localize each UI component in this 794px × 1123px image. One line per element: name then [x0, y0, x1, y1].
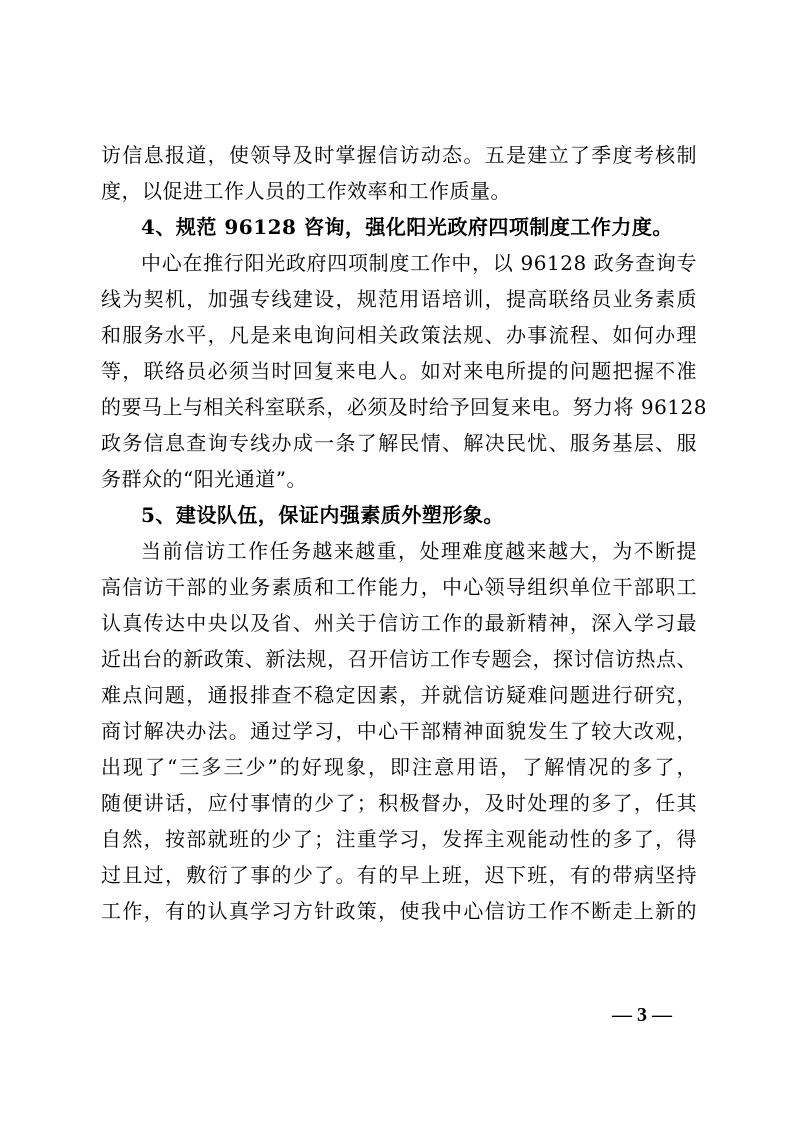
- body-text-line: 度，以促进工作人员的工作效率和工作质量。: [101, 179, 511, 203]
- body-text-line: 中心在推行阳光政府四项制度工作中，以 96128 政务查询专: [141, 251, 697, 275]
- body-text-line: 务群众的“阳光通道”。: [101, 467, 307, 491]
- body-text-line: 的要马上与相关科室联系，必须及时给予回复来电。努力将 96128: [101, 395, 707, 419]
- body-text-line: 访信息报道，使领导及时掌握信访动态。五是建立了季度考核制: [101, 143, 697, 167]
- body-text-line: 线为契机，加强专线建设，规范用语培训，提高联络员业务素质: [101, 287, 697, 311]
- body-text-line: 难点问题，通报排查不稳定因素，并就信访疑难问题进行研究，: [101, 683, 697, 707]
- body-text-line: 出现了“三多三少”的好现象，即注意用语，了解情况的多了，: [101, 755, 697, 779]
- body-text-line: 自然，按部就班的少了；注重学习，发挥主观能动性的多了，得: [101, 827, 697, 851]
- body-text-line: 当前信访工作任务越来越重，处理难度越来越大，为不断提: [141, 539, 697, 563]
- section-heading-5: 5、建设队伍，保证内强素质外塑形象。: [141, 503, 504, 527]
- body-text-line: 政务信息查询专线办成一条了解民情、解决民忧、服务基层、服: [101, 431, 697, 455]
- section-heading-4: 4、规范 96128 咨询，强化阳光政府四项制度工作力度。: [141, 215, 673, 239]
- page-number: — 3 —: [612, 1004, 672, 1026]
- body-text-line: 过且过，敷衍了事的少了。有的早上班，迟下班，有的带病坚持: [101, 863, 697, 887]
- body-text-line: 等，联络员必须当时回复来电人。如对来电所提的问题把握不准: [101, 359, 697, 383]
- body-text-line: 随便讲话，应付事情的少了；积极督办，及时处理的多了，任其: [101, 791, 697, 815]
- body-text-line: 和服务水平，凡是来电询问相关政策法规、办事流程、如何办理: [101, 323, 697, 347]
- body-text-line: 高信访干部的业务素质和工作能力，中心领导组织单位干部职工: [101, 575, 697, 599]
- body-text-line: 工作，有的认真学习方针政策，使我中心信访工作不断走上新的: [101, 899, 697, 923]
- body-text-line: 近出台的新政策、新法规，召开信访工作专题会，探讨信访热点、: [101, 647, 697, 671]
- body-text-line: 商讨解决办法。通过学习，中心干部精神面貌发生了较大改观，: [101, 719, 697, 743]
- body-text-line: 认真传达中央以及省、州关于信访工作的最新精神，深入学习最: [101, 611, 697, 635]
